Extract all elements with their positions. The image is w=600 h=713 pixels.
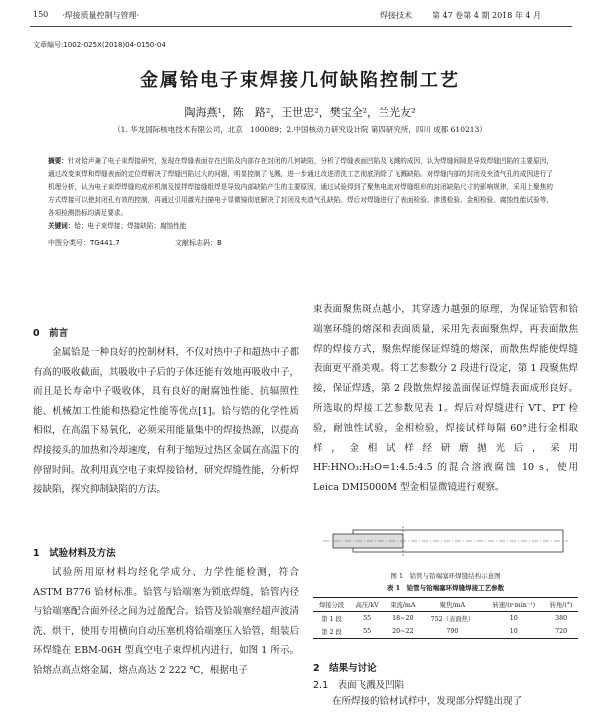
table-header-cell: 转角/(°) [549, 602, 573, 609]
table-cell: 10 [509, 628, 518, 635]
table-header-cell: 焊接分段 [318, 602, 345, 609]
section-2-1-heading: 2.1 表面飞溅及凹陷 [313, 680, 405, 691]
table-cell: 380 [555, 615, 568, 622]
right-column-text: 束表面聚焦斑点越小，其穿透力越强的原理，为保证铪管和铪端塞环缝的熔深和表面质量，采用先表面聚焦焊，再表面散焦焊的焊接方式，聚焦焊能保证焊缝的熔深，而散焦焊能使焊缝表面更平滑美观。将工艺参数分 2 段进行设定，第 1 段聚焦焊接，保证焊透，第 2 段散焦焊接盖面保证焊缝表面成形良好。所选取的焊接工艺参数见表 1。焊后对焊缝进行 VT、PT 检验，耐蚀性试验，金相检验，焊接试样每隔 60°进行金相取样，金相试样经研磨抛光后，采用 HF:HNO₃:H₂O=1:4.5:4.5 的混合溶液腐蚀 10 s，使用 Leica DMI5000M 型金相显微镜进行观察。 [313, 304, 578, 494]
table-cell: 18~20 [392, 615, 414, 622]
table-caption: 表 1 铪管与铪端塞环焊缝焊接工艺参数 [386, 584, 505, 592]
table-header-row [313, 598, 578, 612]
section-0-text: 金属铪是一种良好的控制材料，不仅对热中子和超热中子都有高的吸收截面，其吸收中子后的子体还能有效地再吸收中子，而且是长寿命中子吸收体，具有良好的耐腐蚀性能、抗辐照性能、机械加工性能和热稳定性能等优点[1]。铪与锆的化学性质相似，在高温下易氧化，必须采用能量集中的焊接热源，以提高焊接接头的加热和冷却速度，有利于缩短过热区金属在高温下的停留时间。故利用真空电子束焊接铪材，研究焊缝性能，分析焊接缺陷，探究抑制缺陷的方法。 [33, 347, 300, 496]
abstract-label: 摘要： [48, 157, 68, 165]
article-number: 文章编号:1002-025X(2018)04-0150-04 [33, 41, 166, 49]
journal-name: 焊接技术 [380, 11, 412, 20]
abstract-text: 针对铪声兼了电子束焊接研究，发现在焊缝表面存在凹陷及内部存在封闭的几何缺陷，分析了焊缝表面凹陷及飞溅的成因，认为焊缝间隙是导致焊缝凹陷的主要原因，通过改变束焊和焊缝表面的定位焊解决了焊缝凹陷过大的问题，明显控制了飞溅，进一步通过改进清洗工艺彻底消除了飞溅缺陷。对焊缝内部的封闭及夹渣气孔的成因进行了机理分析，认为电子束焊焊缝的成形机制及搅拌焊接缝组焊是导致内部缺陷产生的主要原因，通过试验得到了聚焦电流对焊缝组形的封闭缺陷尺寸的影响规律，采用上聚焦的方式焊接可以使封闭孔有效的控制，再通过引用激光扫描电子显微镜彻底解决了封闭及夹渣气孔缺陷。焊后对焊缝进行了表面检验、渗透检验、金相检验、腐蚀性能试验等，各项检测指标均满足要求。 [48, 157, 553, 217]
table-cell: 720 [555, 628, 568, 635]
table-cell: 10 [509, 615, 518, 622]
running-section-title: ·焊接质量控制与管理· [62, 11, 140, 20]
table-cell: 第 1 段 [321, 616, 342, 623]
abstract [48, 155, 553, 233]
table-row [313, 625, 578, 639]
weld-structure-figure [313, 516, 578, 566]
issue-info: 第 47 卷第 4 期 2018 年 4 月 [432, 11, 542, 20]
section-2-heading: 2 结果与讨论 [313, 663, 377, 674]
affiliation: （1. 华龙国际核电技术有限公司，北京 100089；2.中国核动力研究设计院 第四研究所，四川 成都 610213） [113, 125, 487, 134]
table-header-cell: 转速/(r·min⁻¹) [492, 602, 536, 609]
clc-number: 中图分类号：TG441.7 [48, 239, 120, 247]
table-header-cell: 聚焦/mA [439, 602, 466, 609]
table-cell: 752（表面焦） [430, 616, 475, 623]
authors: 陶海燕¹，陈 路²，王世忠²，樊宝全²，兰光友² [184, 106, 416, 119]
table-cell: 20~22 [392, 628, 414, 635]
table-cell: 790 [446, 628, 459, 635]
keywords-label: 关键词： [48, 222, 75, 230]
section-0-heading: 0 前言 [33, 328, 69, 339]
table-header-cell: 束流/mA [390, 602, 416, 609]
table-cell: 55 [363, 628, 372, 635]
header-rule [30, 26, 572, 27]
section-1-heading: 1 试验材料及方法 [33, 548, 116, 559]
keywords-text: 铪；电子束焊接；焊接缺陷；腐蚀性能 [74, 222, 187, 230]
table-cell: 55 [363, 615, 372, 622]
section-1-text: 试验所用原材料均经化学成分、力学性能检测，符合 ASTM B776 铪材标准。铪管与铪端塞为锁底焊缝，铪管内径与铪端塞配合面外径之间为过盈配合。铪管及铪端塞经超声波清洗、烘干，使用专用横向自动压塞机将铪端塞压入铪管，组装后环焊缝在 EBM-06H 型真空电子束焊机内进行，如图 1 所示。铪熔点高点熔金属，熔点高达 2 222 ℃，根据电子 [33, 567, 300, 676]
welding-parameters-table [313, 597, 578, 639]
paper-title: 金属铪电子束焊接几何缺陷控制工艺 [140, 70, 460, 91]
table-row [313, 612, 578, 626]
table-header-cell: 高压/kV [355, 602, 379, 609]
section-2-text: 在所焊接的铪材试样中，发现部分焊缝出现了 [332, 696, 523, 707]
figure-caption: 图 1 铪管与铪端塞环焊缝结构示意图 [390, 572, 501, 580]
document-code: 文献标志码：B [175, 239, 222, 247]
page-number: 150 [33, 10, 49, 19]
table-cell: 第 2 段 [321, 629, 342, 636]
